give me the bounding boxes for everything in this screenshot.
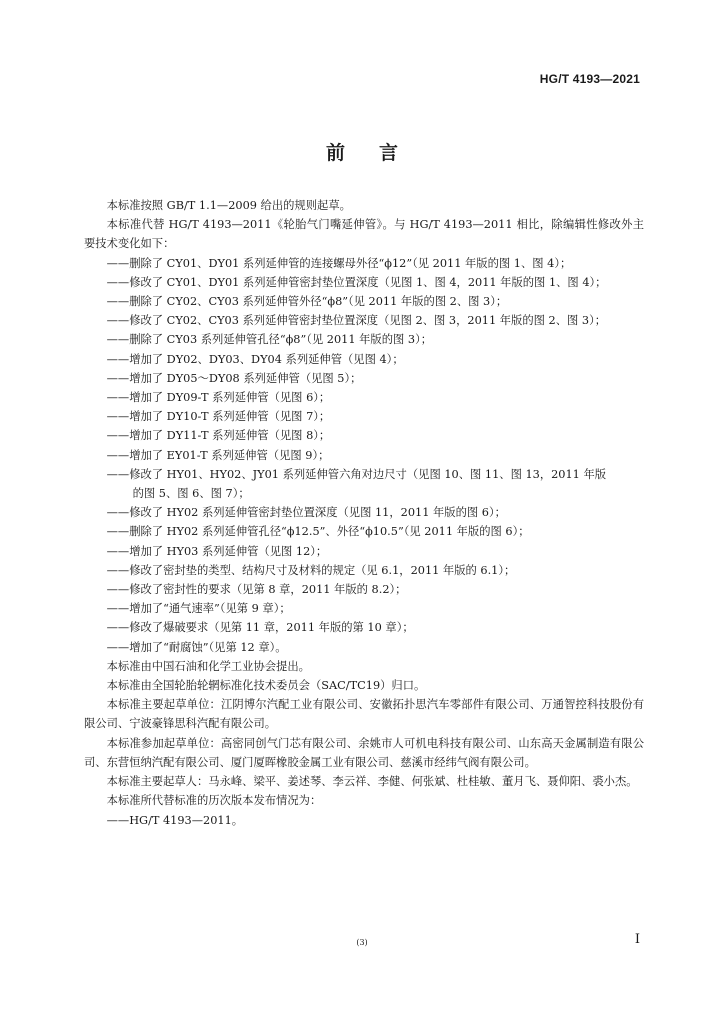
change-item-hex <box>84 465 644 503</box>
change-item: ——增加了 HY03 系列延伸管（见图 12）； <box>106 544 328 558</box>
paragraph-drafting-rule: 本标准按照 GB/T 1.1—2009 给出的规则起草。 <box>106 199 351 212</box>
paragraph-proposer: 本标准由中国石油和化学工业协会提出。 <box>106 659 310 673</box>
change-item: ——增加了“耐腐蚀”（见第 12 章）。 <box>106 640 287 654</box>
change-item: ——增加了 DY11-T 系列延伸管（见图 8）； <box>106 429 331 443</box>
paragraph-drafters: 本标准主要起草人：马永峰、梁平、姜述琴、李云祥、李健、何张斌、杜桂敏、董月飞、聂仰阳、裘小杰。 <box>106 775 638 789</box>
change-item: ——增加了“通气速率”（见第 9 章）； <box>106 602 291 616</box>
roman-page-number: I <box>634 932 640 947</box>
paragraph-participating-drafters: 本标准参加起草单位：高密同创气门芯有限公司、余姚市人可机电科技有限公司、山东高天金属制造有限公司、东营恒纳汽配有限公司、厦门厦晖橡胶金属工业有限公司、慈溪市经纬气阀有限公司。 <box>84 736 644 769</box>
change-item: ——修改了 CY02、CY03 系列延伸管密封垫位置深度（见图 2、图 3，2011 年版的图 2、图 3）； <box>106 314 607 328</box>
history-item: ——HG/T 4193—2011。 <box>106 813 244 827</box>
document-body <box>84 196 644 830</box>
change-item: ——删除了 CY03 系列延伸管孔径“ϕ8”（见 2011 年版的图 3）； <box>106 333 433 347</box>
paragraph-committee: 本标准由全国轮胎轮辋标准化技术委员会（SAC/TC19）归口。 <box>106 679 426 693</box>
change-item: ——修改了密封性的要求（见第 8 章，2011 年版的 8.2）； <box>106 583 407 597</box>
change-item: ——增加了 EY01-T 系列延伸管（见图 9）； <box>106 448 330 462</box>
change-item: ——增加了 DY05～DY08 系列延伸管（见图 5）； <box>106 371 362 385</box>
change-item: ——修改了 HY02 系列延伸管密封垫位置深度（见图 11，2011 年版的图 6）； <box>106 506 506 520</box>
document-code: HG/T 4193—2021 <box>539 72 640 86</box>
change-item: ——修改了 CY01、DY01 系列延伸管密封垫位置深度（见图 1、图 4，2011 年版的图 1、图 4）； <box>106 275 607 289</box>
change-item: ——修改了密封垫的类型、结构尺寸及材料的规定（见 6.1，2011 年版的 6.1）； <box>106 563 516 577</box>
page-title: 前言 <box>325 142 432 164</box>
change-item-hex-line1: ——修改了 HY01、HY02、JY01 系列延伸管六角对边尺寸（见图 10、图 11、图 13，2011 年版 <box>106 467 607 481</box>
change-item: ——增加了 DY10-T 系列延伸管（见图 7）； <box>106 410 331 424</box>
change-item-hex-line2: 的图 5、图 6、图 7）； <box>132 487 250 501</box>
page-number: (3) <box>356 938 368 947</box>
paragraph-main-drafters: 本标准主要起草单位：江阴博尔汽配工业有限公司、安徽拓扑思汽车零部件有限公司、万通智控科技股份有限公司、宁波豪锋思科汽配有限公司。 <box>84 698 644 731</box>
change-item: ——删除了 HY02 系列延伸管孔径“ϕ12.5”、外径“ϕ10.5”（见 2011 年版的图 6）； <box>106 525 530 539</box>
paragraph-replacement: 本标准代替 HG/T 4193—2011《轮胎气门嘴延伸管》。与 HG/T 4193—2011 相比，除编辑性修改外主要技术变化如下： <box>84 218 644 251</box>
change-item: ——增加了 DY09-T 系列延伸管（见图 6）； <box>106 391 331 405</box>
change-item: ——删除了 CY02、CY03 系列延伸管外径“ϕ8”（见 2011 年版的图 2、图 3）； <box>106 295 508 309</box>
change-item: ——修改了爆破要求（见第 11 章，2011 年版的第 10 章）； <box>106 621 414 635</box>
change-item: ——删除了 CY01、DY01 系列延伸管的连接螺母外径“ϕ12”（见 2011 年版的图 1、图 4）； <box>106 256 572 270</box>
change-item: ——增加了 DY02、DY03、DY04 系列延伸管（见图 4）； <box>106 352 404 366</box>
paragraph-history: 本标准所代替标准的历次版本发布情况为： <box>106 794 322 808</box>
